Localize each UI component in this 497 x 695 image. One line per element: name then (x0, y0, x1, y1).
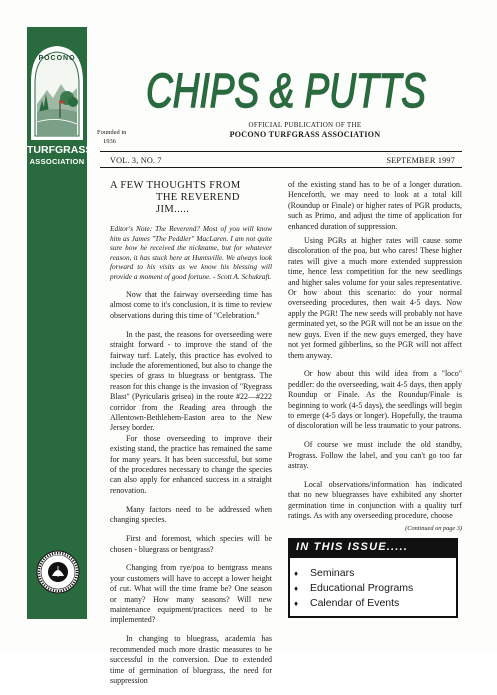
issue-date: SEPTEMBER 1997 (386, 156, 455, 165)
official-publication-line: OFFICIAL PUBLICATION OF THE (248, 121, 362, 129)
founded-year: 1936 (103, 137, 116, 145)
editor-note: Editor's Note: The Reverend? Most of you will know him as James "The Peddler" MacLaren. I am not quite sure how he received the nickname, but for whatever reason, it has stuck here at Huntsville. We always look forward to his visits as we know his blessing will provide a moment of good fortune. - Scott A. Schukraft. (110, 224, 272, 281)
list-item: ♦ Educational Programs (292, 581, 452, 596)
article-paragraph: of the existing stand has to be of a longer duration. Henceforth, we may need to look at a total kill (Roundup or Finale) or higher rates of PGR products, such as Primo, and adjust the time of application for enhanced duration of suppression. (288, 180, 462, 231)
founded-note (97, 129, 126, 146)
article-headline (110, 180, 272, 216)
article-column-left (110, 180, 272, 695)
article-paragraph: In changing to bluegrass, academia has recommended much more drastic measures to be successful in the conversion. Due to extended time of germination of bluegrass, the need for suppression (110, 634, 272, 685)
list-item: ♦ Calendar of Events (292, 596, 452, 611)
article-paragraph: Now that the fairway overseeding time has almost come to it's conclusion, it is time to review observations during this time of "Celebration." (110, 290, 272, 320)
continued-note: (Continued on page 3) (405, 525, 462, 533)
logo-turfgrass-text: TURFGRASS (27, 144, 93, 156)
association-name: POCONO TURFGRASS ASSOCIATION (229, 130, 381, 139)
article-paragraph: Many factors need to be addressed when changing species. (110, 504, 272, 525)
article-paragraph: Or how about this wild idea from a "loco" peddler: do the overseeding, wait 4-5 days, then apply Roundup or Finale. As the Roundup/Finale is beginning to work (4-5 days), the seedlings will begin to emerge (4-5 days or longer). Hopefully, the trauma of discoloration will be less traumatic to your patrons. (288, 369, 462, 431)
article-paragraph: Using PGRs at higher rates will cause some discoloration of the poa, but who cares! These higher rates will give a much more extended suppression time, hence less competition for the new seedlings and higher sales volume for your sales representative. Or how about this scenario: do your normal overseeding procedures, then wait 4-5 days. Now apply the PGR! The new seeds will probably not have germinated yet, so the PGR will not be an issue on the new guys. Even if the new guys emerged, they have not yet formed gibberlins, so the PGR will not affect them anyway. (288, 236, 462, 360)
list-item: ♦ Seminars (292, 566, 452, 581)
in-this-issue-list (292, 566, 452, 611)
article-column-right (288, 180, 462, 535)
article-paragraph: For those overseeding to improve their existing stand, the practice has remained the same for many years. It has been successful, but some of the procedures necessary to change the species can also apply for enhanced success in a straight renovation. (110, 433, 272, 495)
svg-text:CHIPS & PUTTS: CHIPS & PUTTS (146, 65, 426, 118)
article-paragraph: Changing from rye/poa to bentgrass means your customers will have to accept a lower height of cut. What will the time frame be? One season or many? How many seasons? Will new maintenance equipment/practices need to be implemented? (110, 563, 272, 625)
article-paragraph: First and foremost, which species will be chosen - bluegrass or bentgrass? (110, 534, 272, 554)
article-paragraph: Of course we must include the old standby, Prograss. Follow the label, and you can't go too far astray. (288, 440, 462, 471)
header-rule-bottom (100, 167, 462, 168)
article-paragraph: Local observations/information has indicated that no new bluegrasses have exhibited any shorter germination time in conjunction with a quality turf ratings. As with any overseeding procedure, choose (288, 480, 462, 521)
header-rule-top (100, 151, 462, 152)
gcsaa-seal-icon (36, 550, 80, 594)
headline-line-2: THE REVEREND JIM..... (156, 192, 240, 215)
headline-line-1: A FEW THOUGHTS FROM (110, 180, 241, 191)
masthead-title (144, 60, 429, 122)
article-paragraph: In the past, the reasons for overseeding were straight forward - to improve the stand of the fairway turf. Lately, this practice has evolved to include the aforementioned, but also to change the species of grass to bluegrass or bentgrass. The reason for this change is the invasion of "Ryegrass Blast" (Pyricularis grisea) in the route #22—#222 corridor from the Reading area through the Allentown-Bethlehem-Easton area to the New Jersey border. (110, 329, 272, 433)
founded-label: Founded in (97, 129, 127, 136)
volume-number: VOL. 3, NO. 7 (110, 156, 162, 165)
in-this-issue-title: IN THIS ISSUE..... (296, 541, 409, 553)
logo-pocono-text: POCONO (38, 55, 76, 62)
logo-association-text: ASSOCIATION (29, 157, 85, 166)
